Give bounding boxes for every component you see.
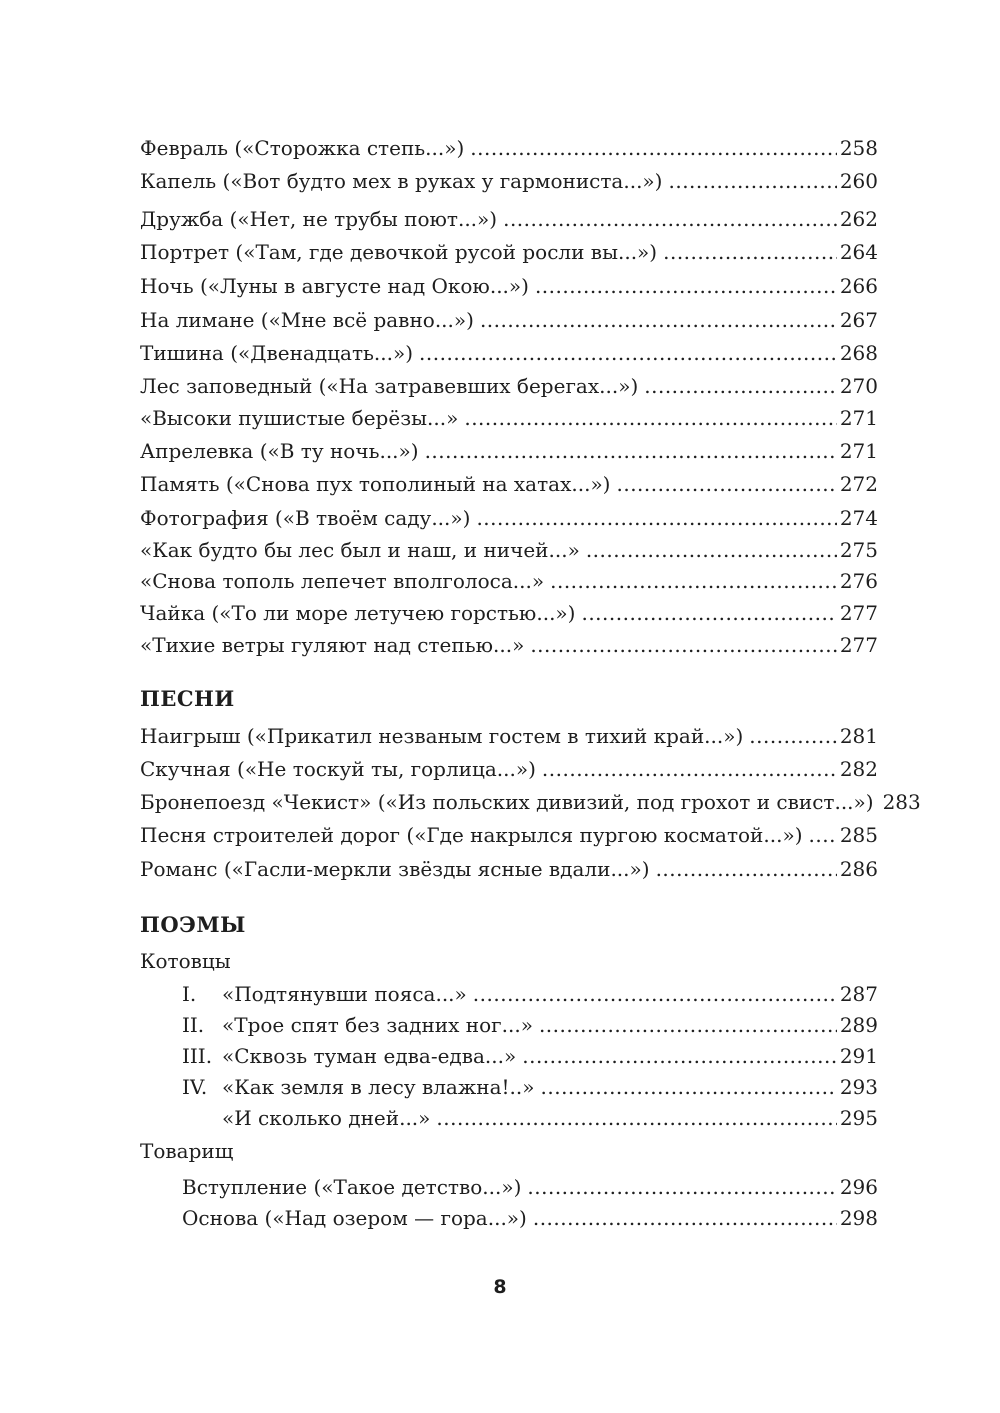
- leader-dots: [425, 437, 837, 465]
- leader-dots: [539, 1011, 837, 1039]
- leader-dots: [809, 821, 837, 849]
- part-number: I.: [182, 982, 197, 1006]
- toc-entry: [140, 599, 878, 627]
- toc-entry: [140, 470, 878, 498]
- entry-page: 285: [839, 823, 878, 847]
- leader-dots: [480, 306, 837, 334]
- leader-dots: [656, 855, 837, 883]
- entry-page: 266: [839, 274, 878, 298]
- entry-page: 298: [839, 1206, 878, 1230]
- entry-page: 260: [839, 169, 878, 193]
- leader-dots: [541, 1073, 837, 1101]
- toc-entry: [140, 855, 878, 883]
- toc-entry: [140, 788, 921, 816]
- entry-title: Февраль («Сторожка степь...»): [140, 136, 465, 160]
- entry-title: На лимане («Мне всё равно...»): [140, 308, 474, 332]
- leader-dots: [586, 536, 837, 564]
- entry-page: 282: [839, 757, 878, 781]
- section-heading-poems: ПОЭМЫ: [140, 912, 246, 937]
- entry-title: Наигрыш («Прикатил незваным гостем в тихий край...»): [140, 724, 744, 748]
- toc-entry: [140, 306, 878, 334]
- toc-entry: [140, 631, 878, 659]
- entry-title: «Как земля в лесу влажна!..»: [222, 1075, 535, 1099]
- poem-title-kotovtsy: Котовцы: [140, 949, 231, 973]
- toc-entry: [140, 167, 878, 195]
- entry-title: Лес заповедный («На затравевших берегах...»): [140, 374, 639, 398]
- entry-title: «Подтянувши пояса...»: [222, 982, 467, 1006]
- toc-entry: [182, 1073, 878, 1101]
- leader-dots: [616, 470, 836, 498]
- toc-entry: [140, 205, 878, 233]
- entry-page: 287: [839, 982, 878, 1006]
- entry-title: Скучная («Не тоскуй ты, горлица...»): [140, 757, 536, 781]
- leader-dots: [542, 755, 837, 783]
- entry-page: 277: [839, 633, 878, 657]
- entry-page: 275: [839, 538, 878, 562]
- leader-dots: [663, 238, 837, 266]
- toc-entry: [140, 404, 878, 432]
- part-number: II.: [182, 1013, 205, 1037]
- toc-entry: [140, 372, 878, 400]
- leader-dots: [522, 1042, 837, 1070]
- entry-page: 281: [839, 724, 878, 748]
- entry-title: Бронепоезд «Чекист» («Из польских дивизий, под грохот и свист...»): [140, 790, 874, 814]
- toc-entry: [140, 339, 878, 367]
- toc-entry: [140, 567, 878, 595]
- leader-dots: [436, 1104, 836, 1132]
- entry-title: «Как будто бы лес был и наш, и ничей...»: [140, 538, 580, 562]
- entry-title: «И сколько дней...»: [222, 1106, 431, 1130]
- entry-page: 274: [839, 506, 878, 530]
- toc-entry: [140, 238, 878, 266]
- entry-page: 295: [839, 1106, 878, 1130]
- leader-dots: [644, 372, 837, 400]
- entry-page: 262: [839, 207, 878, 231]
- entry-title: Чайка («То ли море летучею горстью...»): [140, 601, 576, 625]
- entry-page: 270: [839, 374, 878, 398]
- page-number: 8: [493, 1276, 507, 1298]
- part-number: IV.: [182, 1075, 208, 1099]
- leader-dots: [527, 1173, 836, 1201]
- entry-page: 267: [839, 308, 878, 332]
- entry-title: Ночь («Луны в августе над Окою...»): [140, 274, 529, 298]
- leader-dots: [550, 567, 837, 595]
- part-number: III.: [182, 1044, 213, 1068]
- entry-page: 276: [839, 569, 878, 593]
- entry-title: Основа («Над озером — гора...»): [182, 1206, 527, 1230]
- toc-entry: [140, 437, 878, 465]
- entry-title: «Тихие ветры гуляют над степью...»: [140, 633, 525, 657]
- entry-title: «Снова тополь лепечет вполголоса...»: [140, 569, 545, 593]
- toc-entry: [140, 821, 878, 849]
- poem-title-tovarishch: Товарищ: [140, 1139, 234, 1163]
- leader-dots: [533, 1204, 837, 1232]
- toc-entry: [140, 755, 878, 783]
- section-heading-songs: ПЕСНИ: [140, 686, 235, 711]
- entry-page: 258: [839, 136, 878, 160]
- entry-title: Фотография («В твоём саду...»): [140, 506, 471, 530]
- entry-title: Вступление («Такое детство...»): [182, 1175, 522, 1199]
- toc-entry: [140, 272, 878, 300]
- leader-dots: [668, 167, 836, 195]
- leader-dots: [464, 404, 836, 432]
- entry-page: 271: [839, 439, 878, 463]
- toc-entry: [182, 1104, 878, 1132]
- toc-entry: [140, 536, 878, 564]
- entry-page: 272: [839, 472, 878, 496]
- entry-page: 296: [839, 1175, 878, 1199]
- entry-page: 286: [839, 857, 878, 881]
- entry-title: Тишина («Двенадцать...»): [140, 341, 414, 365]
- leader-dots: [476, 504, 836, 532]
- entry-page: 293: [839, 1075, 878, 1099]
- leader-dots: [470, 134, 837, 162]
- leader-dots: [535, 272, 837, 300]
- toc-entry: [140, 722, 878, 750]
- entry-page: 289: [839, 1013, 878, 1037]
- toc-entry: [182, 1011, 878, 1039]
- entry-title: «Высоки пушистые берёзы...»: [140, 406, 459, 430]
- toc-entry: [140, 504, 878, 532]
- leader-dots: [419, 339, 837, 367]
- entry-title: «Сквозь туман едва-едва...»: [222, 1044, 517, 1068]
- entry-title: Апрелевка («В ту ночь...»): [140, 439, 419, 463]
- entry-page: 283: [882, 790, 921, 814]
- leader-dots: [581, 599, 836, 627]
- entry-title: Память («Снова пух тополиный на хатах...»): [140, 472, 611, 496]
- leader-dots: [749, 722, 837, 750]
- entry-page: 268: [839, 341, 878, 365]
- leader-dots: [503, 205, 837, 233]
- toc-entry: [140, 134, 878, 162]
- entry-title: Портрет («Там, где девочкой русой росли вы...»): [140, 240, 658, 264]
- entry-page: 291: [839, 1044, 878, 1068]
- entry-page: 277: [839, 601, 878, 625]
- leader-dots: [473, 980, 837, 1008]
- toc-entry: [182, 1173, 878, 1201]
- toc-entry: [182, 980, 878, 1008]
- toc-entry: [182, 1204, 878, 1232]
- entry-title: Капель («Вот будто мех в руках у гармониста...»): [140, 169, 663, 193]
- entry-title: Дружба («Нет, не трубы поют...»): [140, 207, 498, 231]
- entry-title: Песня строителей дорог («Где накрылся пургою косматой...»): [140, 823, 803, 847]
- leader-dots: [530, 631, 836, 659]
- entry-page: 271: [839, 406, 878, 430]
- entry-title: «Трое спят без задних ног...»: [222, 1013, 533, 1037]
- toc-entry: [182, 1042, 878, 1070]
- entry-title: Романс («Гасли-меркли звёзды ясные вдали...»): [140, 857, 650, 881]
- entry-page: 264: [839, 240, 878, 264]
